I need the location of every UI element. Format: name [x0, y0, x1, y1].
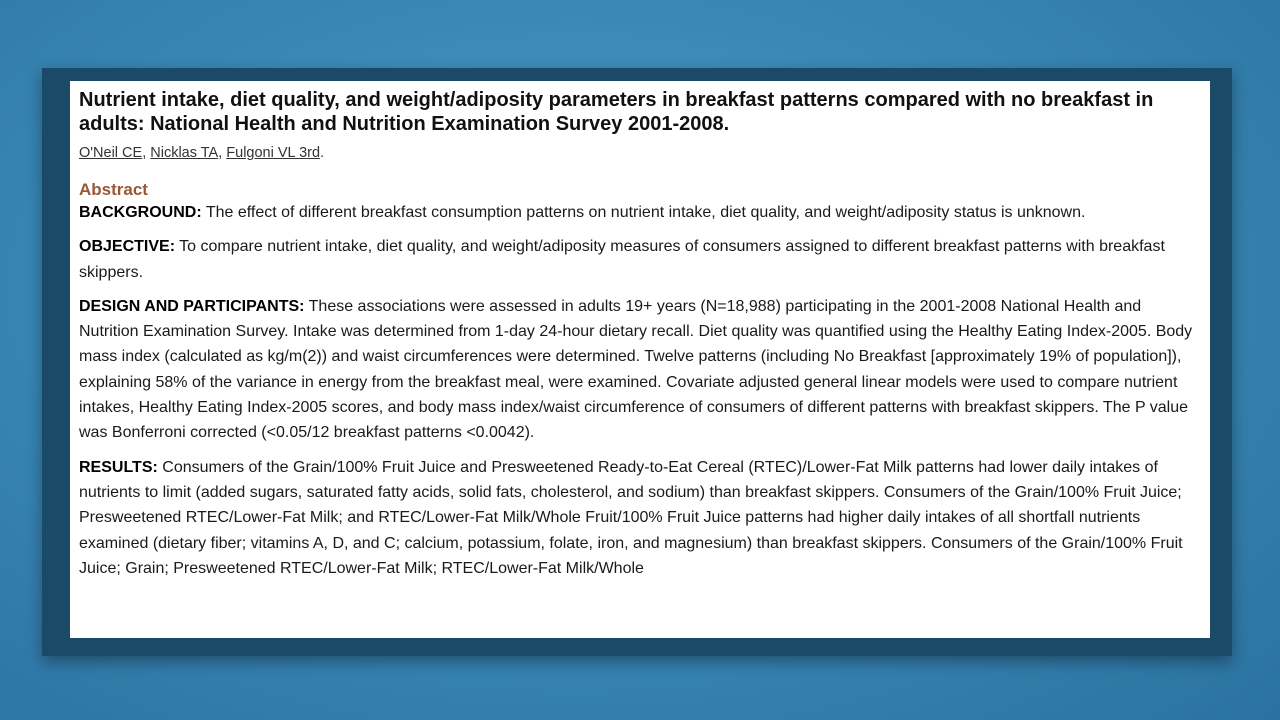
- author-list: [79, 144, 1199, 162]
- section-label: OBJECTIVE:: [79, 238, 176, 256]
- abstract-design: [79, 294, 1199, 446]
- author-link-oneil[interactable]: O'Neil CE: [79, 145, 143, 161]
- section-label: RESULTS:: [79, 458, 158, 476]
- section-text: These associations were assessed in adults 19+ years (N=18,988) participating in the 2001-2008 National Health and Nutrition Examination Survey. Intake was determined from 1-day 24-hour dietary recall. Diet quality was quantified using the Healthy Eating Index-2005. Body mass index (calculated as kg/m(2)) and waist circumferences were determined. Twelve patterns (including No Breakfast [approximately 19% of population]), explaining 58% of the variance in energy from the breakfast meal, were examined. Covariate adjusted general linear models were used to compare nutrient intakes, Healthy Eating Index-2005 scores, and body mass index/waist circumference of consumers of different patterns with breakfast skippers. The P value was Bonferroni corrected (<0.05/12 breakfast patterns <0.0042).: [79, 297, 1193, 442]
- section-text: The effect of different breakfast consumption patterns on nutrient intake, diet quality, and weight/adiposity status is unknown.: [205, 204, 1086, 221]
- article-page: [70, 81, 1210, 638]
- author-link-nicklas[interactable]: Nicklas TA: [150, 145, 219, 161]
- abstract-background: [79, 200, 1199, 225]
- abstract-heading: Abstract: [79, 180, 148, 199]
- section-label: DESIGN AND PARTICIPANTS:: [79, 297, 305, 315]
- section-text: To compare nutrient intake, diet quality, and weight/adiposity measures of consumers assigned to different breakfast patterns with breakfast skippers.: [79, 238, 1165, 281]
- section-label: BACKGROUND:: [79, 204, 202, 221]
- article-title: Nutrient intake, diet quality, and weight/adiposity parameters in breakfast patterns compared with no breakfast in adults: National Health and Nutrition Examination Survey 2001-2008.: [79, 89, 1154, 135]
- author-separator: ,: [218, 145, 227, 161]
- article-content: [79, 88, 1199, 590]
- author-list-end: .: [320, 145, 325, 161]
- section-text: Consumers of the Grain/100% Fruit Juice and Presweetened Ready-to-Eat Cereal (RTEC)/Lower-Fat Milk patterns had lower daily intakes of nutrients to limit (added sugars, saturated fatty acids, solid fats, cholesterol, and sodium) than breakfast skippers. Consumers of the Grain/100% Fruit Juice; Presweetened RTEC/Lower-Fat Milk; and RTEC/Lower-Fat Milk/Whole Fruit/100% Fruit Juice patterns had higher daily intakes of all shortfall nutrients examined (dietary fiber; vitamins A, D, and C; calcium, potassium, folate, iron, and magnesium) than breakfast skippers. Consumers of the Grain/100% Fruit Juice; Grain; Presweetened RTEC/Lower-Fat Milk; RTEC/Lower-Fat Milk/Whole: [79, 458, 1183, 577]
- abstract-results: [79, 455, 1199, 581]
- author-separator: ,: [142, 145, 151, 161]
- author-link-fulgoni[interactable]: Fulgoni VL 3rd: [226, 145, 321, 161]
- abstract-objective: [79, 234, 1199, 285]
